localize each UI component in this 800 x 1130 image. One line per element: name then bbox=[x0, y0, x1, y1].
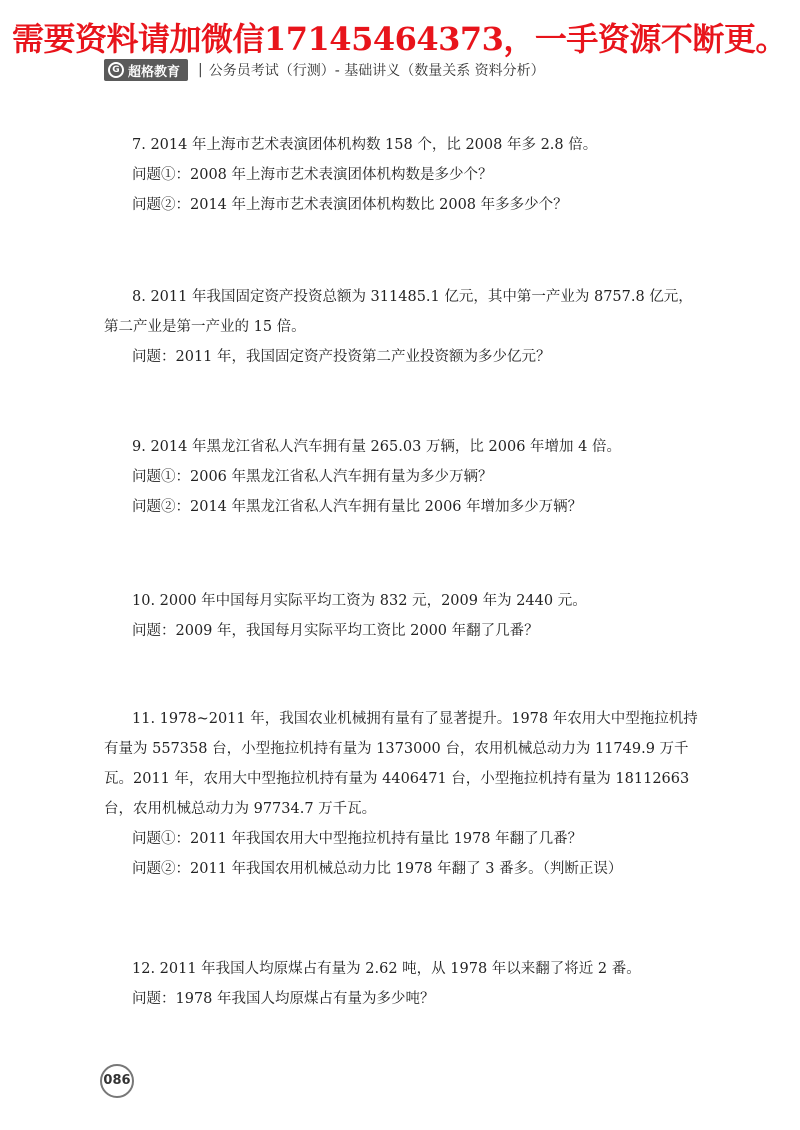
question-text: 7. 2014 年上海市艺术表演团体机构数 158 个，比 2008 年多 2.8 倍。 bbox=[132, 137, 598, 153]
logo-icon: G bbox=[108, 62, 124, 78]
question-8 bbox=[104, 282, 704, 372]
question-text: 10. 2000 年中国每月实际平均工资为 832 元，2009 年为 2440 元。 bbox=[132, 593, 587, 609]
question-10 bbox=[104, 586, 704, 646]
logo-text: 超格教育 bbox=[128, 64, 181, 80]
publisher-logo bbox=[104, 59, 188, 81]
question-text: 8. 2011 年我国固定资产投资总额为 311485.1 亿元，其中第一产业为 8757.8 亿元，第二产业是第一产业的 15 倍。 bbox=[104, 289, 693, 335]
sub-question: 问题①：2008 年上海市艺术表演团体机构数是多少个？ bbox=[132, 167, 493, 183]
sub-question: 问题：1978 年我国人均原煤占有量为多少吨？ bbox=[132, 991, 435, 1007]
sub-question: 问题：2009 年，我国每月实际平均工资比 2000 年翻了几番？ bbox=[132, 623, 539, 639]
page-number: 086 bbox=[100, 1064, 134, 1098]
question-9 bbox=[104, 432, 704, 522]
question-7 bbox=[104, 130, 704, 220]
question-text: 12. 2011 年我国人均原煤占有量为 2.62 吨，从 1978 年以来翻了将近 2 番。 bbox=[132, 961, 641, 977]
sub-question: 问题②：2014 年上海市艺术表演团体机构数比 2008 年多多少个？ bbox=[132, 197, 568, 213]
page-header bbox=[104, 58, 545, 82]
watermark-banner: 需要资料请加微信17145464373，一手资源不断更。 bbox=[12, 20, 787, 58]
question-11 bbox=[104, 704, 704, 884]
sub-question: 问题：2011 年，我国固定资产投资第二产业投资额为多少亿元？ bbox=[132, 349, 551, 365]
header-title: 公务员考试（行测）- 基础讲义（数量关系 资料分析） bbox=[208, 63, 545, 79]
sub-question: 问题①：2006 年黑龙江省私人汽车拥有量为多少万辆？ bbox=[132, 469, 493, 485]
header-separator: | bbox=[198, 62, 203, 78]
sub-question: 问题②：2014 年黑龙江省私人汽车拥有量比 2006 年增加多少万辆？ bbox=[132, 499, 583, 515]
sub-question: 问题①：2011 年我国农用大中型拖拉机持有量比 1978 年翻了几番？ bbox=[132, 831, 583, 847]
question-text: 11. 1978~2011 年，我国农业机械拥有量有了显著提升。1978 年农用大中型拖拉机持有量为 557358 台，小型拖拉机持有量为 1373000 台，农用机械总动力为 11749.9 万千瓦。2011 年，农用大中型拖拉机持有量为 4406471 台，小型拖拉机持有量为 18112663 台，农用机械总动力为 97734.7 万千瓦。 bbox=[104, 711, 698, 817]
sub-question: 问题②：2011 年我国农用机械总动力比 1978 年翻了 3 番多。（判断正误） bbox=[132, 861, 623, 877]
question-text: 9. 2014 年黑龙江省私人汽车拥有量 265.03 万辆，比 2006 年增加 4 倍。 bbox=[132, 439, 621, 455]
question-12 bbox=[104, 954, 704, 1014]
